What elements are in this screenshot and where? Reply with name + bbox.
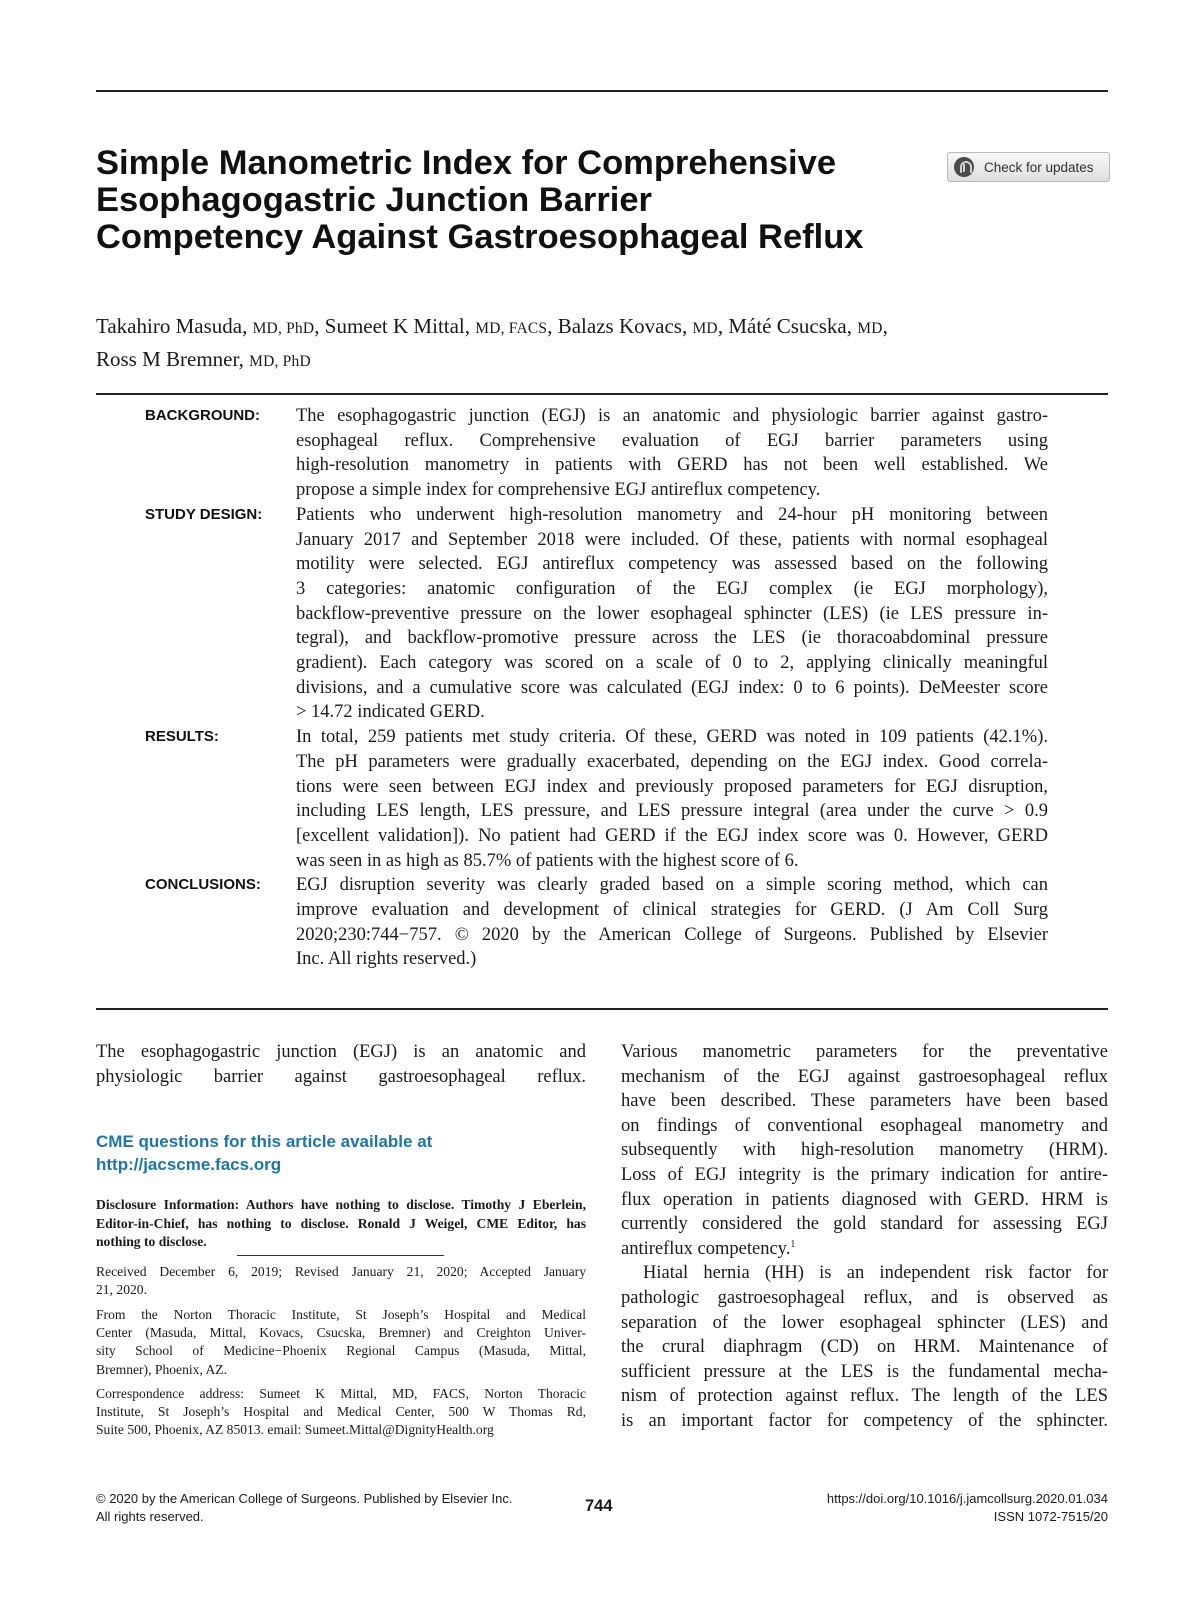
header-rule (96, 90, 1108, 92)
author-line (96, 344, 1108, 377)
text-line: Institute, St Joseph’s Hospital and Medical Center, 500 W Thomas Rd, (96, 1404, 586, 1420)
author-separator: , (882, 314, 888, 338)
check-for-updates-label: Check for updates (984, 159, 1094, 175)
title-line: Esophagogastric Junction Barrier (96, 181, 652, 219)
text-line: From the Norton Thoracic Institute, St Joseph’s Hospital and Medical (96, 1307, 586, 1322)
text-line: Disclosure Information: Authors have nothing to disclose. Timothy J Eberlein, (96, 1197, 586, 1212)
text-line: the crural diaphragm (CD) on HRM. Maintenance of (621, 1337, 1108, 1358)
text-line: have been described. These parameters have been based (621, 1091, 1108, 1112)
author-name: , Sumeet K Mittal, (314, 314, 476, 338)
abstract-conclusions (145, 873, 1048, 972)
text-line: Bremner), Phoenix, AZ. (96, 1361, 228, 1377)
text-line: separation of the lower esophageal sphincter (LES) and (621, 1312, 1108, 1333)
text-line: improve evaluation and development of clinical strategies for GERD. (J Am Coll Surg (296, 900, 1048, 921)
disclosure-note (96, 1196, 586, 1252)
text-line: 3 categories: anatomic configuration of the EGJ complex (ie EGJ morphology), (296, 578, 1048, 599)
text-line: high-resolution manometry in patients with GERD has not been well established. We (296, 455, 1048, 476)
section-text (296, 404, 1048, 503)
copyright-line: © 2020 by the American College of Surgeons. Published by Elsevier Inc. (96, 1491, 513, 1506)
author-name: , Balazs Kovacs, (547, 314, 693, 338)
text-line: pathologic gastroesophageal reflux, and is observed as (621, 1287, 1108, 1308)
reference-citation[interactable]: 1 (790, 1238, 796, 1250)
abstract-bottom-rule (96, 1008, 1108, 1010)
text-line: gradient). Each category was scored on a scale of 0 to 2, applying clinically meaningful (296, 653, 1048, 674)
author-name: , Máté Csucska, (717, 314, 858, 338)
abstract-study-design (145, 503, 1048, 725)
abstract-top-rule (96, 393, 1108, 395)
text-line: was seen in as high as 85.7% of patients with the highest score of 6. (296, 850, 799, 871)
author-name: Takahiro Masuda, (96, 314, 253, 338)
text-fragment: antireflux competency. (621, 1238, 791, 1259)
abstract-background (145, 404, 1048, 503)
author-degree: MD, PhD (252, 320, 315, 337)
text-line: Inc. All rights reserved.) (296, 949, 477, 970)
affiliation-note (96, 1306, 586, 1379)
abstract-results (145, 725, 1048, 873)
section-label: CONCLUSIONS: (145, 876, 261, 894)
text-line: The esophagogastric junction (EGJ) is an anatomic and physiologic barrier against gastro- (296, 406, 1048, 426)
text-line: tegral), and backflow-promotive pressure across the LES (ie thoracoabdominal pressure (296, 628, 1048, 649)
text-line: esophageal reflux. Comprehensive evaluation of EGJ barrier parameters using (296, 430, 1048, 451)
text-line: mechanism of the EGJ against gastroesophageal reflux (621, 1066, 1108, 1087)
correspondence-note (96, 1385, 586, 1440)
text-line: nothing to disclose. (96, 1234, 207, 1249)
text-line: tions were seen between EGJ index and previously proposed parameters for EGJ disruption, (296, 776, 1048, 797)
author-name: Ross M Bremner, (96, 347, 250, 371)
author-list (96, 311, 1108, 377)
text-line: Hiatal hernia (HH) is an independent risk factor for (643, 1263, 1108, 1284)
text-line: 2020;230:744−757. © 2020 by the American College of Surgeons. Published by Elsevier (296, 924, 1048, 945)
text-line: EGJ disruption severity was clearly graded based on a simple scoring method, which can (296, 875, 1048, 896)
check-for-updates-button[interactable] (947, 152, 1110, 182)
text-line: currently considered the gold standard for assessing EGJ (621, 1214, 1108, 1235)
footer-copyright (96, 1490, 512, 1526)
author-degree: MD, FACS (475, 320, 548, 337)
author-degree: MD, PhD (249, 353, 311, 370)
section-label: RESULTS: (145, 728, 219, 746)
text-line: Suite 500, Phoenix, AZ 85013. email: Sumeet.Mittal@DignityHealth.org (96, 1422, 494, 1438)
text-line: > 14.72 indicated GERD. (296, 702, 485, 723)
text-line: divisions, and a cumulative score was calculated (EGJ index: 0 to 6 points). DeMeester score (296, 677, 1048, 698)
body-column-left (96, 1040, 586, 1089)
author-degree: MD (857, 320, 883, 337)
structured-abstract (145, 404, 1048, 972)
text-line: Loss of EGJ integrity is the primary indication for antire- (621, 1164, 1108, 1185)
text-line: backflow-preventive pressure on the lower esophageal sphincter (LES) (ie LES pressure in- (296, 603, 1048, 624)
text-line: motility were selected. EGJ antireflux competency was assessed based on the following (296, 554, 1048, 575)
doi-link[interactable]: https://doi.org/10.1016/j.jamcollsurg.2020.01.034 (826, 1491, 1108, 1506)
section-text (296, 725, 1048, 873)
section-label: BACKGROUND: (145, 407, 260, 424)
footer-identifiers (827, 1490, 1108, 1526)
section-text (296, 503, 1048, 725)
body-column-right (621, 1040, 1108, 1434)
copyright-line: All rights reserved. (96, 1509, 204, 1524)
text-line: The esophagogastric junction (EGJ) is an anatomic and (96, 1042, 586, 1062)
text-line: subsequently with high-resolution manometry (HRM). (621, 1140, 1108, 1161)
text-line: Received December 6, 2019; Revised January 21, 2020; Accepted January (96, 1264, 586, 1279)
section-text (296, 873, 1048, 972)
text-line: nism of protection against reflux. The length of the LES (621, 1386, 1108, 1407)
text-line: 21, 2020. (96, 1282, 147, 1298)
cme-link[interactable]: http://jacscme.facs.org (96, 1155, 282, 1174)
text-line: Correspondence address: Sumeet K Mittal, MD, FACS, Norton Thoracic (96, 1386, 586, 1401)
text-line: flux operation in patients diagnosed with GERD. HRM is (621, 1189, 1108, 1210)
text-line (621, 1237, 1108, 1262)
author-degree: MD (692, 320, 718, 337)
text-line: [excellent validation]). No patient had GERD if the EGJ index score was 0. However, GERD (296, 825, 1048, 846)
text-line: In total, 259 patients met study criteria. Of these, GERD was noted in 109 patients (42.1%). (296, 727, 1048, 748)
title-line: Competency Against Gastroesophageal Reflux (96, 218, 864, 256)
page-number: 744 (585, 1497, 613, 1515)
text-line: Patients who underwent high-resolution manometry and 24-hour pH monitoring between (296, 504, 1048, 525)
text-line: propose a simple index for comprehensive EGJ antireflux competency. (296, 480, 821, 501)
crossmark-icon (954, 157, 974, 177)
received-dates (96, 1263, 586, 1299)
text-line: The pH parameters were gradually exacerbated, depending on the EGJ index. Good correla- (296, 751, 1048, 772)
text-line: physiologic barrier against gastroesophageal reflux. (96, 1066, 586, 1087)
text-line: sufficient pressure at the LES is the fundamental mecha- (621, 1361, 1108, 1382)
section-label: STUDY DESIGN: (145, 505, 263, 523)
issn: ISSN 1072-7515/20 (993, 1509, 1108, 1524)
text-line: sity School of Medicine−Phoenix Regional Campus (Masuda, Mittal, (96, 1343, 586, 1359)
text-line: Center (Masuda, Mittal, Kovacs, Csucska, Bremner) and Creighton Univer- (96, 1325, 586, 1341)
author-line (96, 311, 1108, 344)
text-line: Editor-in-Chief, has nothing to disclose. Ronald J Weigel, CME Editor, has (96, 1215, 586, 1231)
text-line: is an important factor for competency of the sphincter. (621, 1410, 1108, 1431)
text-line: January 2017 and September 2018 were included. Of these, patients with normal esophageal (296, 529, 1048, 550)
footnote-divider (237, 1255, 444, 1256)
article-title (96, 145, 926, 256)
text-line: on findings of conventional esophageal manometry and (621, 1115, 1108, 1136)
text-line: including LES length, LES pressure, and LES pressure integral (area under the curve > 0.9 (296, 801, 1048, 822)
title-line: Simple Manometric Index for Comprehensive (96, 144, 837, 182)
cme-text: CME questions for this article available at (96, 1132, 433, 1151)
text-line: Various manometric parameters for the preventative (621, 1042, 1108, 1062)
cme-notice (96, 1130, 586, 1176)
